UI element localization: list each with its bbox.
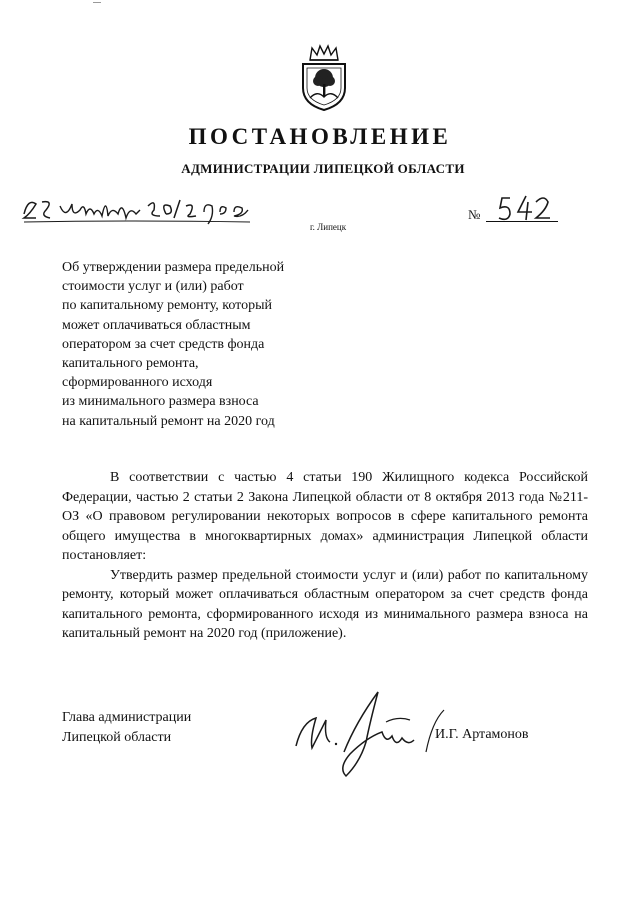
- document-title: ПОСТАНОВЛЕНИЕ: [188, 124, 452, 149]
- subject-line: может оплачиваться областным: [62, 317, 251, 333]
- body-paragraph: В соответствии с частью 4 статьи 190 Жилищного кодекса Российской Федерации, частью 2 статьи 2 Закона Липецкой области от 8 октября 2013 года №211-ОЗ «О правовом регулировании некоторых вопросов в сфере капитального ремонта общего имущества в многоквартирных домах» администрация Липецкой области постановляет:: [62, 470, 588, 563]
- signatory-name: И.Г. Артамонов: [435, 727, 529, 742]
- subject-line: стоимости услуг и (или) работ: [62, 279, 244, 295]
- scan-mark: [93, 2, 101, 3]
- subject-line: оператором за счет средств фонда: [62, 336, 265, 352]
- document-subtitle: АДМИНИСТРАЦИИ ЛИПЕЦКОЙ ОБЛАСТИ: [181, 161, 465, 176]
- number-label: №: [468, 207, 481, 222]
- subject-line: капитального ремонта,: [62, 356, 199, 372]
- subject-line: сформированного исходя: [62, 375, 213, 391]
- handwritten-date: [20, 192, 252, 228]
- document-subject: [62, 258, 322, 431]
- subject-line: Об утверждении размера предельной: [62, 260, 285, 275]
- body-paragraph: Утвердить размер предельной стоимости услуг и (или) работ по капитальному ремонту, который может оплачиваться областным оператором за счет средств фонда капитального ремонта, сформированного исходя из минимального размера взноса на капитальный ремонт на 2020 год (приложение).: [62, 567, 588, 641]
- handwritten-number: [496, 192, 552, 224]
- coat-of-arms-icon: [298, 44, 350, 112]
- signatory-position: [62, 708, 191, 747]
- subject-line: по капитальному ремонту, который: [62, 298, 273, 314]
- city-label: г. Липецк: [310, 222, 347, 232]
- subject-line: из минимального размера взноса: [62, 394, 259, 410]
- subject-line: на капитальный ремонт на 2020 год: [62, 413, 275, 429]
- position-line: Липецкой области: [62, 729, 172, 745]
- document-body: [62, 468, 588, 644]
- position-line: Глава администрации: [62, 710, 192, 725]
- handwritten-signature: [286, 682, 446, 782]
